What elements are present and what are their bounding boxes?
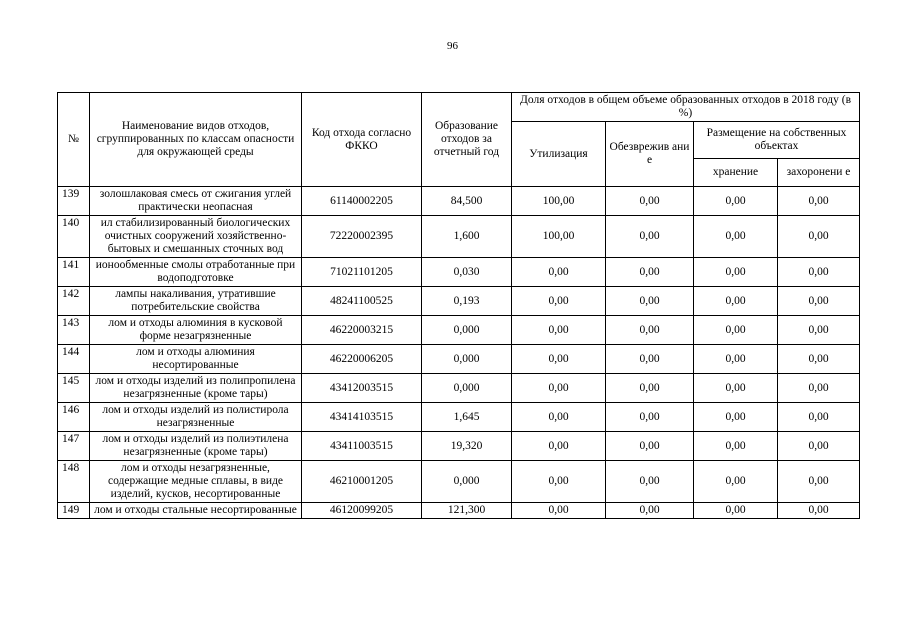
cell-name: лом и отходы изделий из полипропилена незагрязненные (кроме тары) (90, 374, 302, 403)
table-row (58, 316, 860, 345)
cell-neutralization: 0,00 (606, 461, 694, 503)
header-burial: захоронени е (778, 159, 860, 187)
cell-formation: 84,500 (422, 187, 512, 216)
cell-storage: 0,00 (694, 374, 778, 403)
header-num: № (58, 93, 90, 187)
cell-neutralization: 0,00 (606, 345, 694, 374)
cell-storage: 0,00 (694, 432, 778, 461)
cell-name: ионообменные смолы отработанные при водоподготовке (90, 258, 302, 287)
cell-burial: 0,00 (778, 374, 860, 403)
cell-utilization: 100,00 (512, 187, 606, 216)
cell-code: 71021101205 (302, 258, 422, 287)
cell-name: лом и отходы стальные несортированные (90, 503, 302, 519)
cell-name: лом и отходы алюминия несортированные (90, 345, 302, 374)
table-row (58, 403, 860, 432)
header-name: Наименование видов отходов, сгруппированных по классам опасности для окружающей среды (90, 93, 302, 187)
header-neutralization: Обезврежив ание (606, 122, 694, 187)
cell-utilization: 100,00 (512, 216, 606, 258)
cell-formation: 0,000 (422, 316, 512, 345)
table-row (58, 432, 860, 461)
table-row (58, 503, 860, 519)
header-utilization: Утилизация (512, 122, 606, 187)
cell-code: 46220003215 (302, 316, 422, 345)
cell-neutralization: 0,00 (606, 216, 694, 258)
cell-utilization: 0,00 (512, 461, 606, 503)
cell-burial: 0,00 (778, 187, 860, 216)
cell-neutralization: 0,00 (606, 432, 694, 461)
cell-utilization: 0,00 (512, 258, 606, 287)
cell-storage: 0,00 (694, 258, 778, 287)
cell-neutralization: 0,00 (606, 403, 694, 432)
cell-storage: 0,00 (694, 345, 778, 374)
cell-code: 72220002395 (302, 216, 422, 258)
cell-formation: 19,320 (422, 432, 512, 461)
table-row (58, 216, 860, 258)
cell-num: 142 (58, 287, 90, 316)
cell-code: 43411003515 (302, 432, 422, 461)
cell-name: лом и отходы алюминия в кусковой форме незагрязненные (90, 316, 302, 345)
cell-neutralization: 0,00 (606, 287, 694, 316)
cell-code: 46120099205 (302, 503, 422, 519)
cell-utilization: 0,00 (512, 432, 606, 461)
cell-burial: 0,00 (778, 216, 860, 258)
cell-storage: 0,00 (694, 287, 778, 316)
cell-num: 140 (58, 216, 90, 258)
cell-storage: 0,00 (694, 316, 778, 345)
header-share-group: Доля отходов в общем объеме образованных отходов в 2018 году (в %) (512, 93, 860, 122)
cell-name: лом и отходы незагрязненные, содержащие медные сплавы, в виде изделий, кусков, несортированные (90, 461, 302, 503)
cell-neutralization: 0,00 (606, 258, 694, 287)
cell-utilization: 0,00 (512, 503, 606, 519)
cell-num: 145 (58, 374, 90, 403)
page-number: 96 (447, 40, 458, 52)
cell-utilization: 0,00 (512, 403, 606, 432)
cell-burial: 0,00 (778, 316, 860, 345)
cell-burial: 0,00 (778, 432, 860, 461)
cell-code: 46210001205 (302, 461, 422, 503)
cell-formation: 0,000 (422, 461, 512, 503)
cell-neutralization: 0,00 (606, 316, 694, 345)
cell-formation: 1,645 (422, 403, 512, 432)
cell-code: 43412003515 (302, 374, 422, 403)
cell-num: 144 (58, 345, 90, 374)
cell-num: 146 (58, 403, 90, 432)
cell-burial: 0,00 (778, 287, 860, 316)
table-row (58, 461, 860, 503)
cell-name: лампы накаливания, утратившие потребительские свойства (90, 287, 302, 316)
cell-num: 148 (58, 461, 90, 503)
cell-formation: 0,000 (422, 374, 512, 403)
header-placement-group: Размещение на собственных объектах (694, 122, 860, 159)
cell-burial: 0,00 (778, 345, 860, 374)
cell-num: 139 (58, 187, 90, 216)
cell-neutralization: 0,00 (606, 503, 694, 519)
cell-storage: 0,00 (694, 403, 778, 432)
waste-table (57, 92, 860, 519)
cell-formation: 1,600 (422, 216, 512, 258)
cell-utilization: 0,00 (512, 374, 606, 403)
header-code: Код отхода согласно ФККО (302, 93, 422, 187)
cell-burial: 0,00 (778, 403, 860, 432)
cell-neutralization: 0,00 (606, 187, 694, 216)
cell-utilization: 0,00 (512, 316, 606, 345)
cell-num: 143 (58, 316, 90, 345)
cell-storage: 0,00 (694, 216, 778, 258)
table-row (58, 258, 860, 287)
table-row (58, 374, 860, 403)
table-row (58, 345, 860, 374)
cell-name: лом и отходы изделий из полиэтилена незагрязненные (кроме тары) (90, 432, 302, 461)
cell-storage: 0,00 (694, 187, 778, 216)
cell-formation: 0,193 (422, 287, 512, 316)
cell-code: 48241100525 (302, 287, 422, 316)
header-storage: хранение (694, 159, 778, 187)
cell-num: 141 (58, 258, 90, 287)
cell-code: 61140002205 (302, 187, 422, 216)
cell-formation: 121,300 (422, 503, 512, 519)
cell-burial: 0,00 (778, 503, 860, 519)
cell-num: 149 (58, 503, 90, 519)
cell-code: 43414103515 (302, 403, 422, 432)
cell-neutralization: 0,00 (606, 374, 694, 403)
cell-storage: 0,00 (694, 461, 778, 503)
cell-formation: 0,000 (422, 345, 512, 374)
cell-storage: 0,00 (694, 503, 778, 519)
cell-burial: 0,00 (778, 258, 860, 287)
cell-formation: 0,030 (422, 258, 512, 287)
table-row (58, 287, 860, 316)
cell-utilization: 0,00 (512, 345, 606, 374)
header-formation: Образование отходов за отчетный год (422, 93, 512, 187)
cell-code: 46220006205 (302, 345, 422, 374)
cell-num: 147 (58, 432, 90, 461)
table-row (58, 187, 860, 216)
cell-name: ил стабилизированный биологических очистных сооружений хозяйственно-бытовых и смешанных сточных вод (90, 216, 302, 258)
cell-name: лом и отходы изделий из полистирола незагрязненные (90, 403, 302, 432)
cell-utilization: 0,00 (512, 287, 606, 316)
cell-burial: 0,00 (778, 461, 860, 503)
cell-name: золошлаковая смесь от сжигания углей практически неопасная (90, 187, 302, 216)
